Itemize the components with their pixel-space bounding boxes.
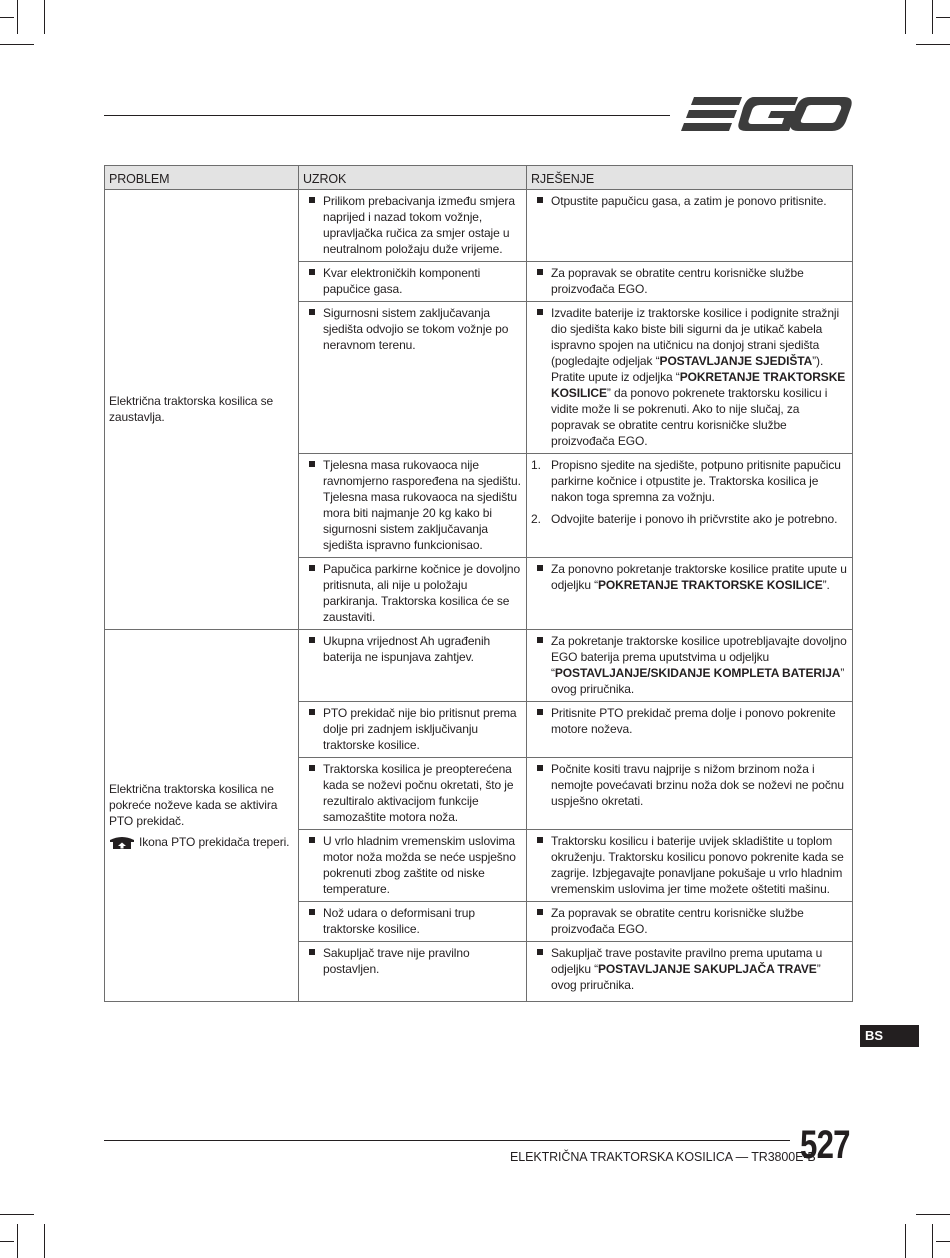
crop-mark [932,1224,933,1258]
crop-mark [0,44,34,45]
crop-mark [905,0,906,34]
solution-text: Traktorsku kosilicu i baterije uvijek skladištite u toplom okruženju. Traktorsku kosilicu ponovo pokrenite kada se zagrije. Izbjegavajte ponavljane pokušaje u vrlo hladnim vremenskim uslovima jer time možete oštetiti mašinu. [531,833,849,897]
cause-cell [299,454,527,558]
cause-text: Traktorska kosilica je preopterećena kada se noževi počnu okretati, što je rezultiralo aktivacijom funkcije samozaštite motora noža. [303,761,523,825]
section-reference: POKRETANJE TRAKTORSKE KOSILICE [598,578,823,592]
cause-cell [299,190,527,262]
crop-mark [932,0,933,34]
cause-text: PTO prekidač nije bio pritisnut prema dolje pri zadnjem isključivanju traktorske kosilice. [303,705,523,753]
solution-cell [527,902,853,942]
crop-mark [44,1224,45,1258]
problem-cell [105,630,299,1002]
solution-cell [527,190,853,262]
solution-text: Za ponovno pokretanje traktorske kosilice pratite upute u odjeljku “POKRETANJE TRAKTORSKE KOSILICE”. [531,561,849,593]
solution-text: Za pokretanje traktorske kosilice upotrebljavajte dovoljno EGO baterija prema uputstvima u odjeljku “POSTAVLJANJE/SKIDANJE KOMPLETA BATERIJA” ovog priručnika. [531,633,849,697]
crop-mark [0,1241,14,1242]
solution-text: Izvadite baterije iz traktorske kosilice i podignite stražnji dio sjedišta kako biste bili sigurni da je utikač kabela ispravno spojen na utičnicu na donjoj strani sjedišta (pogledajte odjeljak “POSTAVLJANJE SJEDIŠTA”). Pratite upute iz odjeljka “POKRETANJE TRAKTORSKE KOSILICE” da ponovo pokrenete traktorsku kosilicu i vidite može li se pokrenuti. Ako to nije slučaj, za popravak se obratite centru korisničke službe proizvođača EGO. [531,305,849,449]
cause-cell [299,302,527,454]
solution-text: Počnite kositi travu najprije s nižom brzinom noža i nemojte povećavati brzinu noža dok se noževi ne počnu uspješno okretati. [531,761,849,809]
solution-cell [527,302,853,454]
section-reference: POSTAVLJANJE SJEDIŠTA [659,354,813,368]
solution-text: Za popravak se obratite centru korisničke službe proizvođača EGO. [531,905,849,937]
solution-cell [527,454,853,558]
crop-mark [0,17,14,18]
pto-note-text: Ikona PTO prekidača treperi. [139,834,290,849]
header-rule [104,115,670,116]
pto-note [109,834,295,850]
troubleshooting-table [104,165,853,1002]
crop-mark [0,1214,34,1215]
problem-text: Električna traktorska kosilica se zaustavlja. [109,394,274,424]
crop-mark [905,1224,906,1258]
solution-text: Za popravak se obratite centru korisničke službe proizvođača EGO. [531,265,849,297]
cause-text: Kvar elektroničkih komponenti papučice gasa. [303,265,523,297]
column-header-cause: UZROK [299,166,527,190]
footer-rule [104,1140,790,1141]
language-tab: BS [860,1025,919,1047]
cause-text: U vrlo hladnim vremenskim uslovima motor noža možda se neće uspješno pokrenuti zbog zaštite od niske temperature. [303,833,523,897]
cause-cell [299,758,527,830]
section-reference: POSTAVLJANJE SAKUPLJAČA TRAVE [598,962,817,976]
cause-cell [299,702,527,758]
crop-mark [916,44,950,45]
solution-cell [527,942,853,1002]
table-row [105,190,853,262]
table-header-row [105,166,853,190]
cause-cell [299,558,527,630]
solution-text: Sakupljač trave postavite pravilno prema uputama u odjeljku “POSTAVLJANJE SAKUPLJAČA TRAVE” ovog priručnika. [531,945,849,993]
solution-step: 1. Propisno sjedite na sjedište, potpuno pritisnite papučicu parkirne kočnice i otpustite je. Traktorska kosilica je nakon toga spremna za vožnju. [531,458,841,504]
cause-cell [299,942,527,1002]
solution-cell [527,558,853,630]
cause-cell [299,630,527,702]
problem-cell [105,190,299,630]
crop-mark [17,0,18,34]
crop-mark [936,1241,950,1242]
cause-cell [299,262,527,302]
crop-mark [916,1214,950,1215]
cause-text: Papučica parkirne kočnice je dovoljno pritisnuta, ali nije u položaju parkiranja. Traktorska kosilica će se zaustaviti. [303,561,523,625]
solution-cell [527,630,853,702]
cause-text: Sigurnosni sistem zaključavanja sjedišta odvojio se tokom vožnje po neravnom terenu. [303,305,523,353]
cause-cell [299,830,527,902]
solution-step: 2. Odvojite baterije i ponovo ih pričvrstite ako je potrebno. [531,512,838,526]
cause-text: Ukupna vrijednost Ah ugrađenih baterija ne ispunjava zahtjev. [303,633,523,665]
crop-mark [936,17,950,18]
solution-cell [527,262,853,302]
problem-text: Električna traktorska kosilica ne pokreće noževe kada se aktivira PTO prekidač. [109,781,278,828]
table-row [105,630,853,702]
solution-cell [527,758,853,830]
cause-text: Prilikom prebacivanja između smjera naprijed i nazad tokom vožnje, upravljačka ručica za smjer ostaje u neutralnom položaju duže vrijeme. [303,193,523,257]
solution-cell [527,830,853,902]
section-reference: POSTAVLJANJE/SKIDANJE KOMPLETA BATERIJA [554,666,841,680]
ego-logo [680,94,852,134]
cause-text: Sakupljač trave nije pravilno postavljen. [303,945,523,977]
solution-text: Pritisnite PTO prekidač prema dolje i ponovo pokrenite motore noževa. [531,705,849,737]
cause-cell [299,902,527,942]
crop-mark [44,0,45,34]
cause-text: Nož udara o deformisani trup traktorske kosilice. [303,905,523,937]
column-header-problem: PROBLEM [105,166,299,190]
crop-mark [17,1224,18,1258]
footer-title: ELEKTRIČNA TRAKTORSKA KOSILICA — TR3800E-B [510,1150,816,1164]
solution-cell [527,702,853,758]
page-number: 527 [800,1123,850,1167]
pto-switch-icon [109,835,135,849]
cause-text: Tjelesna masa rukovaoca nije ravnomjerno raspoređena na sjedištu. Tjelesna masa rukovaoca na sjedištu mora biti najmanje 20 kg kako bi sigurnosni sistem zaključavanja sjedišta ispravno funkcionisao. [303,457,523,553]
column-header-solution: RJEŠENJE [527,166,853,190]
section-reference: POKRETANJE TRAKTORSKE KOSILICE [551,370,846,400]
solution-text: Otpustite papučicu gasa, a zatim je ponovo pritisnite. [531,193,849,209]
